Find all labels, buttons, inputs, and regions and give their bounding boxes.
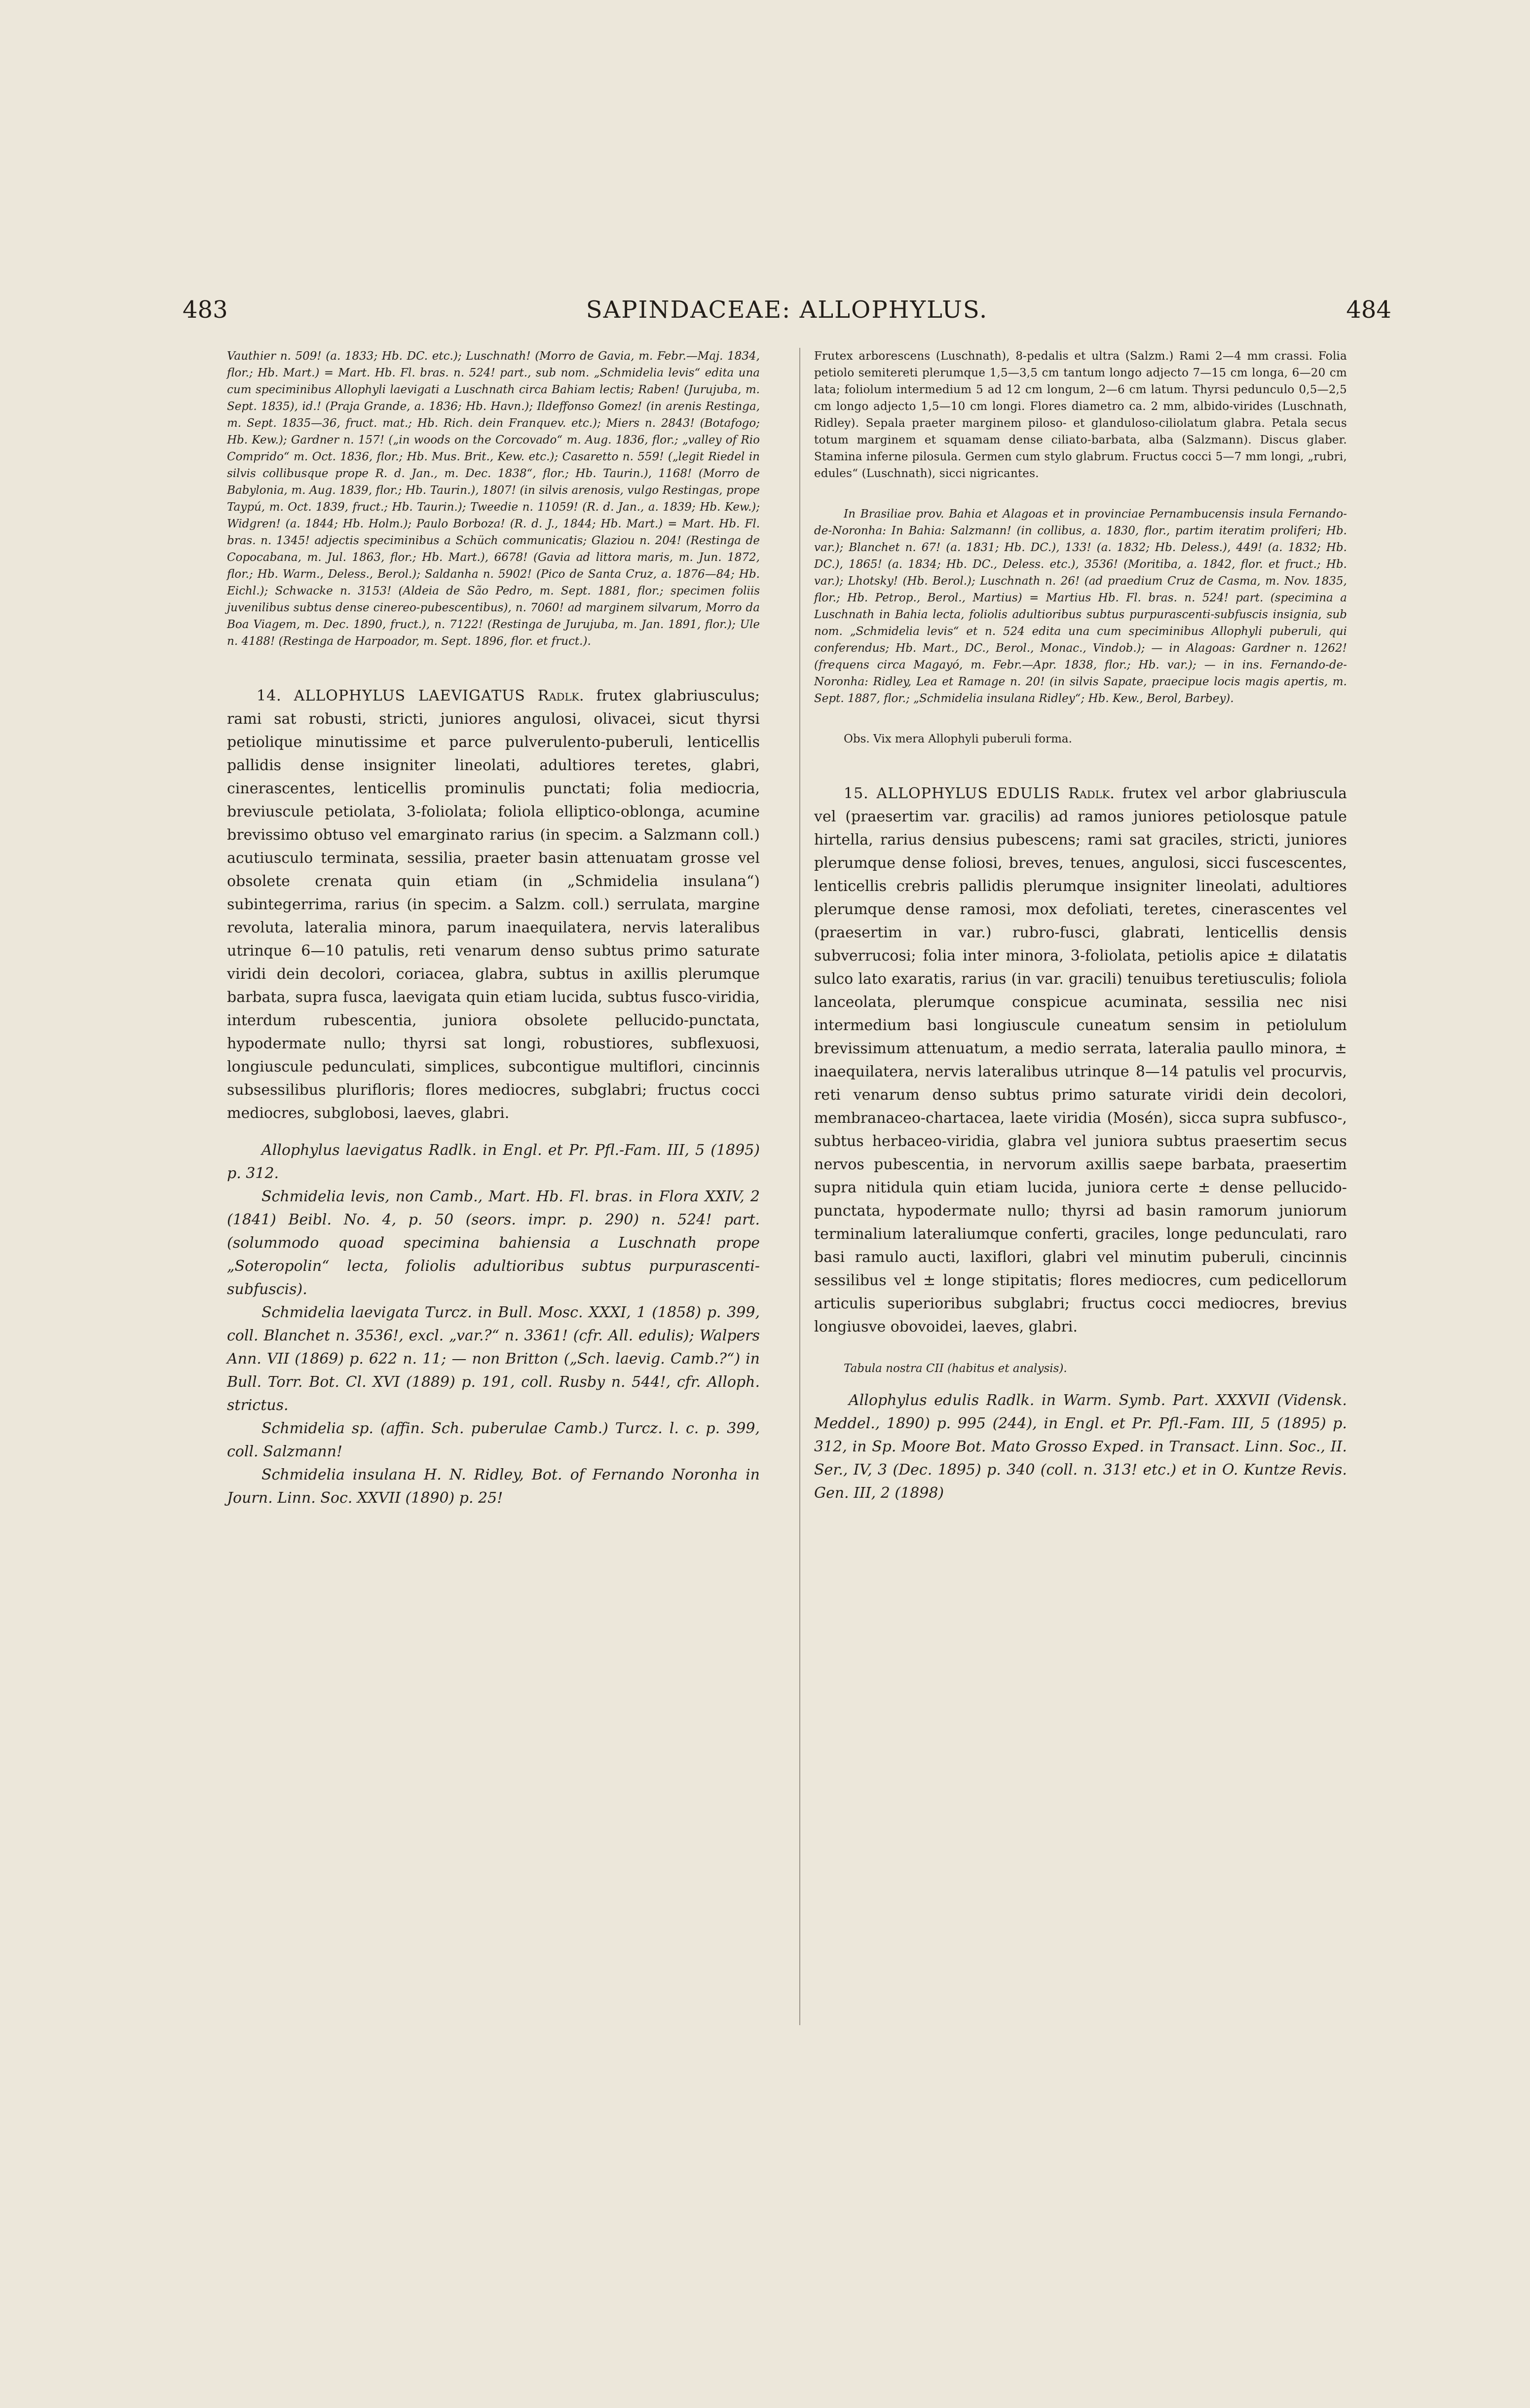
page-header: [183, 296, 1391, 331]
synonym-1: Allophylus laevigatus Radlk. in Engl. et Pr. Pfl.-Fam. III, 5 (1895) p. 312.: [227, 1142, 760, 1182]
page-number-right: 484: [1346, 296, 1391, 324]
column-divider: [799, 348, 800, 2025]
distribution: In Brasiliae prov. Bahia et Alagoas et in provinciae Pernambucensis insula Fernando-de-Noronha: In Bahia: Salzmann! (in collibus, a. 1830, flor., partim iteratim proliferi; Hb. var.); Blanchet n. 67! (a. 1831; Hb. DC.), 133! (a. 1832; Hb. Deless.), 449! (a. 1832; Hb. DC.), 1865! (a. 1834; Hb. DC., Deless. etc.), 3536! (Moritiba, a. 1842, flor. et fruct.; Hb. var.); Lhotsky! (Hb. Berol.); Luschnath n. 26! (ad praedium Cruz de Casma, m. Nov. 1835, flor.; Hb. Petrop., Berol., Martius) = Martius Hb. Fl. bras. n. 524! part. (specimina a Luschnath in Bahia lecta, foliolis adultioribus subtus purpurascenti-subfuscis insignia, sub nom. „Schmidelia levis“ et n. 524 edita una cum speciminibus Allophyli puberuli, qui conferendus; Hb. Mart., DC., Berol., Monac., Vindob.); — in Alagoas: Gardner n. 1262! (frequens circa Magayó, m. Febr.—Apr. 1838, flor.; Hb. var.); — in ins. Fernando-de-Noronha: Ridley, Lea et Ramage n. 20! (in silvis Sapate, praecipue locis magis apertis, m. Sept. 1887, flor.; „Schmidelia insulana Ridley“; Hb. Kew., Berol, Barbey).: [814, 508, 1347, 705]
species-14-author: Radlk.: [537, 687, 584, 704]
synonym-5: Schmidelia insulana H. N. Ridley, Bot. of Fernando Noronha in Journ. Linn. Soc. XXVII (1890) p. 25!: [227, 1466, 760, 1507]
right-column: [814, 348, 1347, 1505]
species-15-description: frutex vel arbor glabriuscula vel (praesertim var. gracilis) ad ramos juniores petiolosque patule hirtella, rarius densius pubescens; rami sat graciles, stricti, juniores plerumque dense foliosi, breves, tenues, angulosi, sicci fuscescentes, lenticellis crebris pallidis plerumque insigniter lineolati, adultiores plerumque dense ramosi, mox defoliati, teretes, cinerascentes vel (praesertim in var.) rubro-fusci, glabrati, lenticellis densis subverrucosi; folia inter minora, 3-foliolata, petiolis apice ± dilatatis sulco lato exaratis, rarius (in var. gracili) tenuibus teretiusculis; foliola lanceolata, plerumque conspicue acuminata, sessilia nec nisi intermedium basi longiuscule cuneatum sensim in petiolulum brevissimum attenuatum, a medio serrata, lateralia paullo minora, ± inaequilatera, nervis lateralibus utrinque 8—14 patulis vel procurvis, reti venarum denso subtus primo saturate viridi dein decolori, membranaceo-chartacea, laete viridia (Mosén), sicca supra subfusco-, subtus herbaceo-viridia, glabra vel juniora subtus praesertim secus nervos pubescentia, in nervorum axillis saepe barbata, praesertim supra nitidula quin etiam lucida, juniora certe ± dense pellucido-punctata, hypodermate nullo; thyrsi ad basin ramorum juniorum terminalium lateraliumque conferti, graciles, longe pedunculati, raro basi ramulo aucti, laxiflori, glabri vel minutim puberuli, cincinnis sessilibus vel ± longe stipitatis; flores mediocres, cum pedicellorum articulis superioribus subglabri; fructus cocci mediocres, brevius longiusve obovoidei, laeves, glabri.: [814, 785, 1347, 1335]
species-15-author: Radlk.: [1068, 785, 1115, 802]
description-tail: Frutex arborescens (Luschnath), 8-pedalis et ultra (Salzm.) Rami 2—4 mm crassi. Folia petiolo semitereti plerumque 1,5—3,5 cm tantum longo adjecto 7—15 cm longa, 6—20 cm lata; foliolum intermedium 5 ad 12 cm longum, 2—6 cm latum. Thyrsi pedunculo 0,5—2,5 cm longo adjecto 1,5—10 cm longi. Flores diametro ca. 2 mm, albido-virides (Luschnath, Ridley). Sepala praeter marginem piloso- et glanduloso-ciliolatum glabra. Petala secus totum marginem et squamam dense ciliato-barbata, alba (Salzmann). Discus glaber. Stamina inferne pilosula. Germen cum stylo glabrum. Fructus cocci 5—7 mm longi, „rubri, edules“ (Luschnath), sicci nigricantes.: [814, 350, 1347, 480]
observation-note: Obs. Vix mera Allophyli puberuli forma.: [844, 733, 1072, 745]
species-15-name: ALLOPHYLUS EDULIS: [876, 785, 1061, 802]
plate-reference: Tabula nostra CII (habitus et analysis).: [844, 1362, 1067, 1375]
species-15-number: 15.: [844, 785, 869, 802]
species-14-entry: [227, 684, 760, 1125]
species-14-description: frutex glabriusculus; rami sat robusti, stricti, juniores angulosi, olivacei, sicut thyrsi petiolique minutissime et parce pulverulento-puberuli, lenticellis pallidis dense insigniter lineolati, adultiores teretes, glabri, cinerascentes, lenticellis prominulis punctati; folia mediocria, breviuscule petiolata, 3-foliolata; foliola elliptico-oblonga, acumine brevissimo obtuso vel emarginato rarius (in specim. a Salzmann coll.) acutiusculo terminata, sessilia, praeter basin attenuatam grosse vel obsolete crenata quin etiam (in „Schmidelia insulana“) subintegerrima, rarius (in specim. a Salzm. coll.) serrulata, margine revoluta, lateralia minora, parum inaequilatera, nervis lateralibus utrinque 6—10 patulis, reti venarum denso subtus primo saturate viridi dein decolori, coriacea, glabra, subtus in axillis plerumque barbata, supra fusca, laevigata quin etiam lucida, subtus fusco-viridia, interdum rubescentia, juniora obsolete pellucido-punctata, hypodermate nullo; thyrsi sat longi, robustiores, subflexuosi, longiuscule pedunculati, simplices, subcontigue multiflori, cincinnis subsessilibus plurifloris; flores mediocres, subglabri; fructus cocci mediocres, subglobosi, laeves, glabri.: [227, 687, 760, 1122]
left-column: [227, 348, 760, 1510]
page-number-left: 483: [183, 296, 228, 324]
species-15-entry: [814, 782, 1347, 1338]
synonym-3: Schmidelia laevigata Turcz. in Bull. Mosc. XXXI, 1 (1858) p. 399, coll. Blanchet n. 3536!, excl. „var.?“ n. 3361! (cfr. All. edulis); Walpers Ann. VII (1869) p. 622 n. 11; — non Britton („Sch. laevig. Camb.?“) in Bull. Torr. Bot. Cl. XVI (1889) p. 191, coll. Rusby n. 544!, cfr. Alloph. strictus.: [227, 1304, 760, 1414]
synonym-4: Schmidelia sp. (affin. Sch. puberulae Camb.) Turcz. l. c. p. 399, coll. Salzmann!: [227, 1420, 760, 1460]
specimen-list: Vauthier n. 509! (a. 1833; Hb. DC. etc.); Luschnath! (Morro de Gavia, m. Febr.—Maj. 1834, flor.; Hb. Mart.) = Mart. Hb. Fl. bras. n. 524! part., sub nom. „Schmidelia levis“ edita una cum speciminibus Allophyli laevigati a Luschnath circa Bahiam lectis; Raben! (Jurujuba, m. Sept. 1835), id.! (Praja Grande, a. 1836; Hb. Havn.); Ildeffonso Gomez! (in arenis Restinga, m. Sept. 1835—36, fruct. mat.; Hb. Rich. dein Franquev. etc.); Miers n. 2843! (Botafogo; Hb. Kew.); Gardner n. 157! („in woods on the Corcovado“ m. Aug. 1836, flor.; „valley of Rio Comprido“ m. Oct. 1836, flor.; Hb. Mus. Brit., Kew. etc.); Casaretto n. 559! („legit Riedel in silvis collibusque prope R. d. Jan., m. Dec. 1838“, flor.; Hb. Taurin.), 1168! (Morro de Babylonia, m. Aug. 1839, flor.; Hb. Taurin.), 1807! (in silvis arenosis, vulgo Restingas, prope Taypú, m. Oct. 1839, fruct.; Hb. Taurin.); Tweedie n. 11059! (R. d. Jan., a. 1839; Hb. Kew.); Widgren! (a. 1844; Hb. Holm.); Paulo Borboza! (R. d. J., 1844; Hb. Mart.) = Mart. Hb. Fl. bras. n. 1345! adjectis speciminibus a Schüch communicatis; Glaziou n. 204! (Restinga de Copocabana, m. Jul. 1863, flor.; Hb. Mart.), 6678! (Gavia ad littora maris, m. Jun. 1872, flor.; Hb. Warm., Deless., Berol.); Saldanha n. 5902! (Pico de Santa Cruz, a. 1876—84; Hb. Eichl.); Schwacke n. 3153! (Aldeia de São Pedro, m. Sept. 1881, flor.; specimen foliis juvenilibus subtus dense cinereo-pubescentibus), n. 7060! ad marginem silvarum, Morro da Boa Viagem, m. Dec. 1890, fruct.), n. 7122! (Restinga de Jurujuba, m. Jan. 1891, flor.); Ule n. 4188! (Restinga de Harpoador, m. Sept. 1896, flor. et fruct.).: [227, 350, 760, 648]
synonym-2: Schmidelia levis, non Camb., Mart. Hb. Fl. bras. in Flora XXIV, 2 (1841) Beibl. No. 4, p. 50 (seors. impr. p. 290) n. 524! part. (solummodo quoad specimina bahiensia a Luschnath prope „Soteropolin“ lecta, foliolis adultioribus subtus purpurascenti-subfuscis).: [227, 1188, 760, 1298]
species-14-name: ALLOPHYLUS LAEVIGATUS: [294, 687, 525, 704]
species-14-number: 14.: [257, 687, 282, 704]
species-15-citation: Allophylus edulis Radlk. in Warm. Symb. Part. XXXVII (Vidensk. Meddel., 1890) p. 995 (244), in Engl. et Pr. Pfl.-Fam. III, 5 (1895) p. 312, in Sp. Moore Bot. Mato Grosso Exped. in Transact. Linn. Soc., II. Ser., IV, 3 (Dec. 1895) p. 340 (coll. n. 313! etc.) et in O. Kuntze Revis. Gen. III, 2 (1898): [814, 1392, 1347, 1502]
running-title: SAPINDACEAE: ALLOPHYLUS.: [586, 296, 988, 324]
